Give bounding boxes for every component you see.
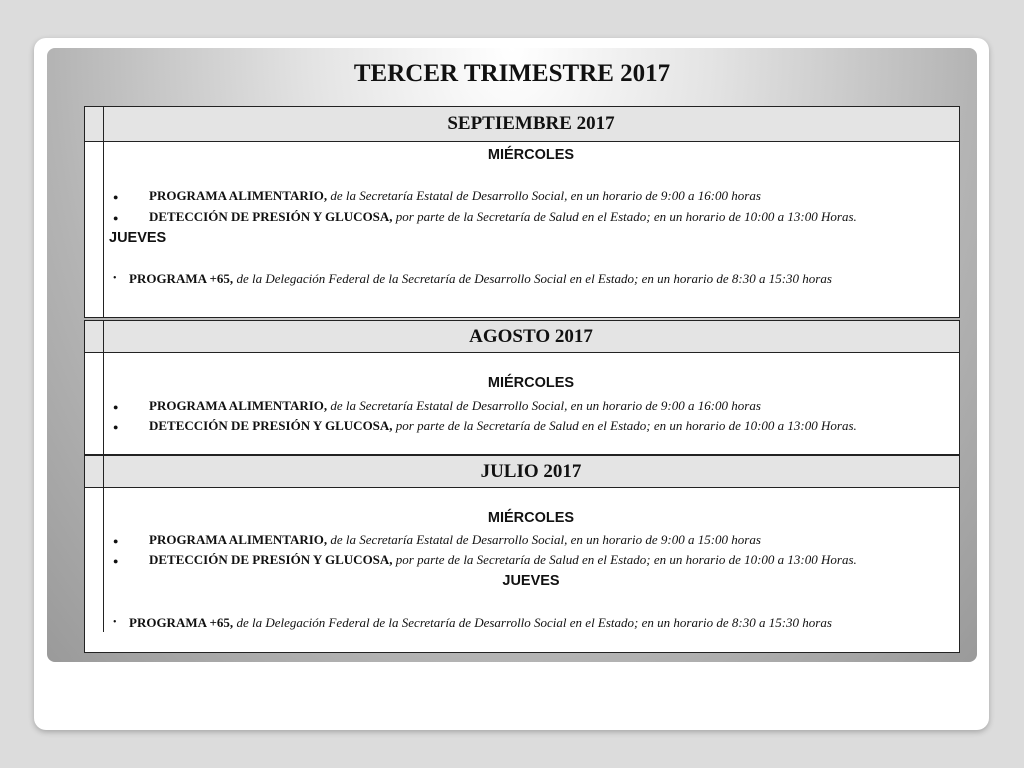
- day-label-jueves: JUEVES: [502, 573, 560, 589]
- bullet-icon: •: [113, 617, 117, 628]
- day-label-miercoles: MIÉRCOLES: [487, 510, 575, 526]
- list-item: • PROGRAMA +65, de la Delegación Federal de la Secretaría de Desarrollo Social en el Estado; en un horario de 8:30 a 15:30 horas: [109, 615, 955, 631]
- list-item: ● PROGRAMA ALIMENTARIO, de la Secretaría Estatal de Desarrollo Social, en un horario de 9:00 a 16:00 horas: [109, 398, 955, 414]
- month-content: [84, 488, 960, 633]
- month-header: [84, 320, 960, 353]
- month-content: [84, 353, 960, 455]
- bullet-icon: ●: [113, 536, 119, 546]
- list-item: ● DETECCIÓN DE PRESIÓN Y GLUCOSA, por parte de la Secretaría de Salud en el Estado; en un horario de 10:00 a 13:00 Horas.: [109, 552, 955, 568]
- month-header: [84, 106, 960, 142]
- list-item: • PROGRAMA +65, de la Delegación Federal de la Secretaría de Desarrollo Social en el Estado; en un horario de 8:30 a 15:30 horas: [109, 271, 955, 287]
- list-item: ● PROGRAMA ALIMENTARIO, de la Secretaría Estatal de Desarrollo Social, en un horario de 9:00 a 15:00 horas: [109, 532, 955, 548]
- bullet-icon: ●: [113, 402, 119, 412]
- day-label-miercoles: MIÉRCOLES: [487, 375, 575, 391]
- bullet-icon: ●: [113, 422, 119, 432]
- bullet-icon: •: [113, 273, 117, 284]
- month-label: AGOSTO 2017: [469, 325, 593, 347]
- month-block-julio: [84, 455, 960, 633]
- month-label: SEPTIEMBRE 2017: [447, 113, 615, 134]
- list-item: ● PROGRAMA ALIMENTARIO, de la Secretaría Estatal de Desarrollo Social, en un horario de 9:00 a 16:00 horas: [109, 188, 955, 204]
- month-block-agosto: [84, 320, 960, 455]
- month-block-septiembre: [84, 106, 960, 318]
- bullet-icon: ●: [113, 556, 119, 566]
- list-item: ● DETECCIÓN DE PRESIÓN Y GLUCOSA, por parte de la Secretaría de Salud en el Estado; en un horario de 10:00 a 13:00 Horas.: [109, 209, 955, 225]
- bullet-icon: ●: [113, 192, 119, 202]
- table-bottom-row: [84, 632, 960, 653]
- day-label-jueves: JUEVES: [109, 230, 167, 246]
- slide-title: TERCER TRIMESTRE 2017: [353, 60, 671, 87]
- month-header: [84, 455, 960, 488]
- list-item: ● DETECCIÓN DE PRESIÓN Y GLUCOSA, por parte de la Secretaría de Salud en el Estado; en un horario de 10:00 a 13:00 Horas.: [109, 418, 955, 434]
- day-label-miercoles: MIÉRCOLES: [487, 147, 575, 163]
- bullet-icon: ●: [113, 213, 119, 223]
- month-label: JULIO 2017: [480, 460, 582, 482]
- month-content: [84, 142, 960, 318]
